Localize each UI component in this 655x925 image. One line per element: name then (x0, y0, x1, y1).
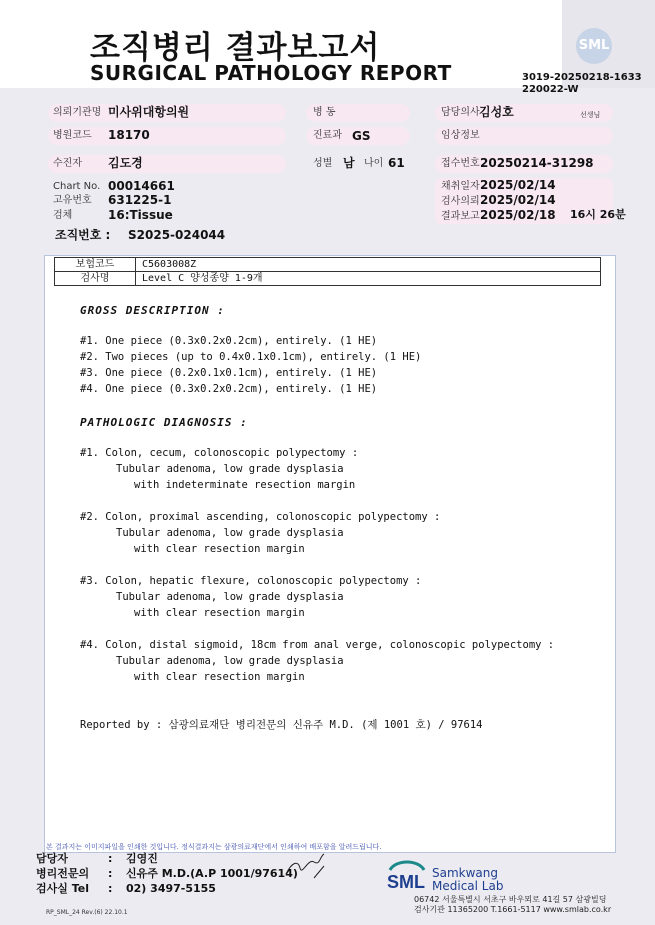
chart-value: 00014661 (108, 179, 175, 193)
diagnosis-margin-2: with clear resection margin (134, 543, 305, 555)
dept-label: 진료과 (313, 130, 342, 141)
test-name-value: Level C 양성종양 1-9개 (136, 272, 601, 286)
result-time: 16시 26분 (570, 208, 626, 221)
insurance-table (54, 257, 601, 286)
samkwang-logo-icon (384, 858, 430, 892)
tel-label: 검사실 Tel (36, 882, 89, 895)
pathologist-colon: : (108, 867, 113, 880)
receiver-value: 김도경 (108, 156, 143, 170)
accession-value: 20250214-31298 (480, 156, 594, 170)
diagnosis-site-3: #3. Colon, hepatic flexure, colonoscopic polypectomy : (80, 575, 422, 587)
diagnosis-site-1: #1. Colon, cecum, colonoscopic polypectomy : (80, 447, 359, 459)
insurance-code-value: C5603008Z (136, 258, 601, 272)
specimen-label: 검체 (53, 210, 73, 221)
diagnosis-finding-3: Tubular adenoma, low grade dysplasia (116, 591, 344, 603)
test-name-label: 검사명 (55, 272, 136, 286)
ward-label: 병 동 (313, 107, 336, 118)
diagnosis-finding-2: Tubular adenoma, low grade dysplasia (116, 527, 344, 539)
clinical-label: 임상정보 (441, 130, 480, 141)
signature-image (284, 852, 326, 880)
reported-by: Reported by : 삼광의료재단 병리전문의 신유주 M.D. (제 1001 호) / 97614 (80, 719, 483, 731)
result-value: 2025/02/18 (480, 208, 556, 222)
accession-label: 접수번호 (441, 158, 480, 169)
report-title-english: SURGICAL PATHOLOGY REPORT (90, 61, 452, 85)
hospital-label: 의뢰기관명 (53, 107, 102, 118)
unique-value: 631225-1 (108, 193, 172, 207)
sex-label: 성별 (313, 158, 333, 169)
lab-name: Samkwang Medical Lab (432, 866, 504, 893)
gross-line-2: #2. Two pieces (up to 0.4x0.1x0.1cm), entirely. (1 HE) (80, 351, 422, 363)
diagnosis-finding-1: Tubular adenoma, low grade dysplasia (116, 463, 344, 475)
receiver-field-bg (48, 155, 286, 173)
diagnosis-margin-3: with clear resection margin (134, 607, 305, 619)
unique-label: 고유번호 (53, 195, 92, 206)
diagnosis-finding-4: Tubular adenoma, low grade dysplasia (116, 655, 344, 667)
gross-line-1: #1. One piece (0.3x0.2x0.2cm), entirely. (1 HE) (80, 335, 378, 347)
receiver-label: 수진자 (53, 158, 82, 169)
diagnosis-margin-1: with indeterminate resection margin (134, 479, 356, 491)
lab-address: 06742 서울특별시 서초구 바우뫼로 41길 57 삼광빌딩 검사기관 11365200 T.1661-5117 www.smlab.co.kr (414, 895, 612, 914)
tissue-no-value: S2025-024044 (128, 228, 226, 242)
gross-line-3: #3. One piece (0.2x0.1x0.1cm), entirely. (1 HE) (80, 367, 378, 379)
hospital-value: 미사위대항의원 (108, 105, 190, 119)
staff-label: 담당자 (36, 852, 68, 865)
table-row (55, 272, 601, 286)
tissue-no-label: 조직번호 : (55, 228, 111, 242)
staff-colon: : (108, 852, 113, 865)
hospital-code-label: 병원코드 (53, 130, 92, 141)
report-title-korean: 조직병리 결과보고서 (90, 30, 381, 66)
form-code: RP_SML_24 Rev.(6) 22.10.1 (46, 909, 128, 916)
diagnosis-site-2: #2. Colon, proximal ascending, colonoscopic polypectomy : (80, 511, 441, 523)
result-label: 결과보고 (441, 211, 480, 222)
collect-label: 채취일자 (441, 181, 480, 192)
pathologic-diagnosis-title: PATHOLOGIC DIAGNOSIS : (80, 416, 248, 429)
gross-description-title: GROSS DESCRIPTION : (80, 304, 225, 317)
doctor-suffix: 선생님 (580, 111, 601, 119)
collect-value: 2025/02/14 (480, 178, 556, 192)
hospital-code-value: 18170 (108, 128, 150, 142)
pathologist-label: 병리전문의 (36, 867, 90, 880)
specimen-value: 16:Tissue (108, 208, 173, 222)
doctor-value: 김성호 (479, 105, 514, 119)
request-label: 검사의뢰 (441, 196, 480, 207)
table-row (55, 258, 601, 272)
diagnosis-margin-4: with clear resection margin (134, 671, 305, 683)
report-number: 3019-20250218-1633 220022-W (522, 72, 642, 95)
age-label: 나이 (364, 158, 384, 169)
doctor-label: 담당의사 (441, 107, 480, 118)
dept-value: GS (352, 129, 371, 143)
tel-colon: : (108, 882, 113, 895)
print-notice: 본 결과지는 이미지파일을 인쇄한 것입니다. 정식결과지는 삼광의료재단에서 인쇄하여 배포함을 알려드립니다. (46, 843, 382, 851)
sex-value: 남 (343, 156, 355, 170)
request-value: 2025/02/14 (480, 193, 556, 207)
chart-label: Chart No. (53, 181, 101, 192)
insurance-code-label: 보험코드 (55, 258, 136, 272)
pathologist-value: 신유주 M.D.(A.P 1001/97614) (126, 867, 298, 880)
tel-value: 02) 3497-5155 (126, 882, 216, 895)
svg-text:SML: SML (387, 872, 425, 892)
gross-line-4: #4. One piece (0.3x0.2x0.2cm), entirely. (1 HE) (80, 383, 378, 395)
staff-value: 김영진 (126, 852, 158, 865)
diagnosis-site-4: #4. Colon, distal sigmoid, 18cm from anal verge, colonoscopic polypectomy : (80, 639, 555, 651)
age-value: 61 (388, 156, 405, 170)
sml-logo: SML (576, 28, 612, 64)
